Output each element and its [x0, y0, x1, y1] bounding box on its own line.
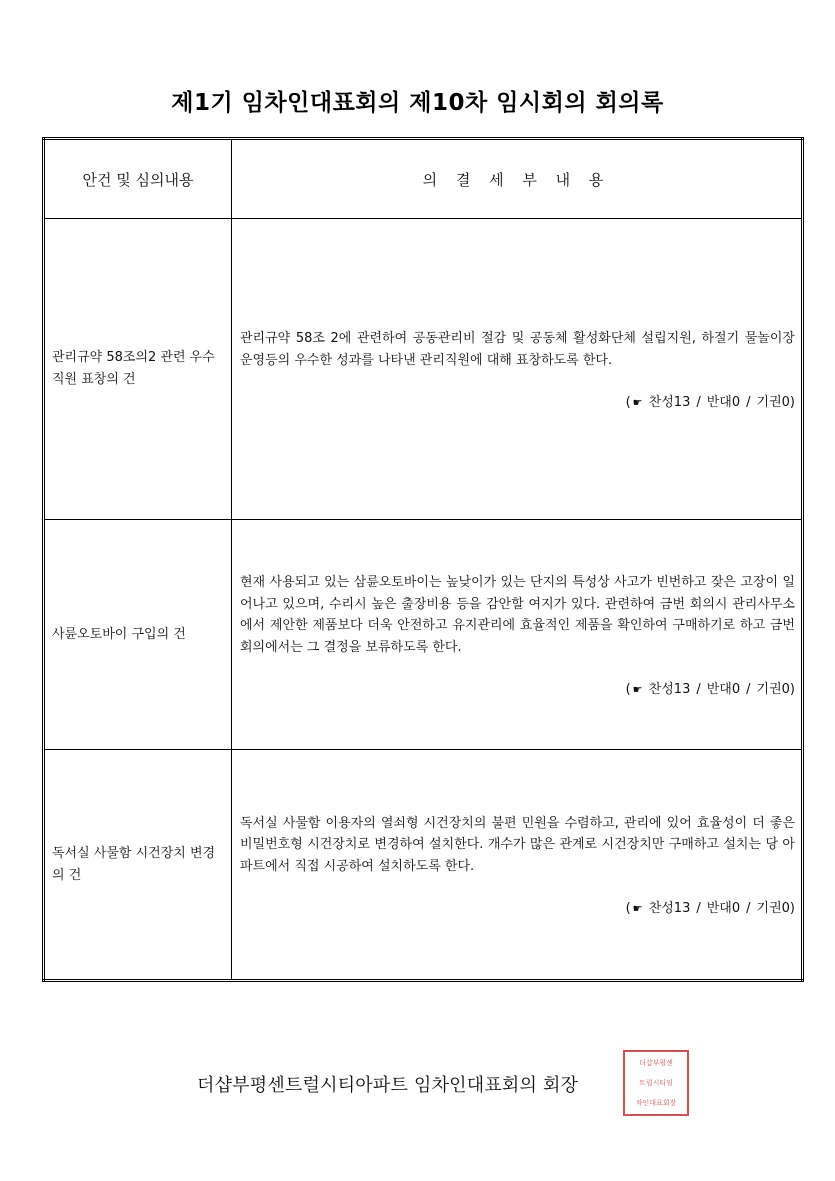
document-title: 제1기 임차인대표회의 제10차 임시회의 회의록 [171, 90, 664, 116]
vote-open: ( [625, 682, 631, 698]
vote-abstain: 기권0 [756, 901, 790, 917]
agenda-cell: 독서실 사물함 시건장치 변경의 건 [44, 750, 232, 981]
resolution-text: 현재 사용되고 있는 삼륜오토바이는 높낮이가 있는 단지의 특성상 사고가 빈번하고 잦은 고장이 일어나고 있으며, 수리시 높은 출장비용 등을 감안할 여지가 있다. 관련하여 금번 회의시 관리사무소에서 제안한 제품보다 더욱 안전하고 유지관리에 효율적인 제품을 확인하여 구매하기로 하고 금번 회의에서는 그 결정을 보류하도록 한다. [240, 575, 795, 655]
table-header-row [44, 139, 803, 219]
vote-result: ( ☛ 찬성13 / 반대0 / 기권0) [625, 901, 795, 917]
vote-abstain: 기권0 [756, 682, 790, 698]
vote-yes: 찬성13 [648, 395, 691, 411]
vote-no: 반대0 [706, 395, 741, 411]
agenda-cell: 관리규약 58조의2 관련 우수직원 표창의 건 [44, 219, 232, 520]
chairperson-signature: 더샵부평센트럴시티아파트 임차인대표회의 회장 [197, 1075, 579, 1096]
table-row [44, 520, 803, 750]
vote-result: ( ☛ 찬성13 / 반대0 / 기권0) [625, 682, 795, 698]
seal-line: 트럴시티임 [639, 1079, 673, 1087]
pointing-hand-icon: ☛ [632, 396, 643, 410]
vote-open: ( [625, 395, 631, 411]
table-row [44, 750, 803, 981]
vote-open: ( [625, 901, 631, 917]
seal-line: 더샵부평센 [639, 1059, 673, 1067]
vote-close: ) [789, 901, 795, 917]
vote-close: ) [789, 395, 795, 411]
vote-no: 반대0 [706, 682, 741, 698]
agenda-cell: 사륜오토바이 구입의 건 [44, 520, 232, 750]
vote-yes: 찬성13 [648, 682, 691, 698]
vote-result: ( ☛ 찬성13 / 반대0 / 기권0) [625, 395, 795, 411]
detail-cell [232, 520, 803, 750]
official-seal-stamp [623, 1050, 689, 1116]
pointing-hand-icon: ☛ [632, 902, 643, 916]
agenda-column-header: 안건 및 심의내용 [44, 139, 232, 219]
detail-column-header: 의 결 세 부 내 용 [232, 139, 803, 219]
pointing-hand-icon: ☛ [632, 683, 643, 697]
minutes-table [42, 137, 804, 982]
resolution-text: 관리규약 58조 2에 관련하여 공동관리비 절감 및 공동체 활성화단체 설립지원, 하절기 물놀이장 운영등의 우수한 성과를 나타낸 관리직원에 대해 표창하도록 한다. [240, 331, 795, 368]
detail-cell [232, 750, 803, 981]
resolution-text: 독서실 사물함 이용자의 열쇠형 시건장치의 불편 민원을 수렴하고, 관리에 있어 효율성이 더 좋은 비밀번호형 시건장치로 변경하여 설치한다. 개수가 많은 관계로 시건장치만 구매하고 설치는 당 아파트에서 직접 시공하여 설치하도록 한다. [240, 815, 795, 874]
vote-no: 반대0 [706, 901, 741, 917]
seal-line: 차인대표회장 [635, 1099, 677, 1107]
detail-cell [232, 219, 803, 520]
vote-yes: 찬성13 [648, 901, 691, 917]
vote-close: ) [789, 682, 795, 698]
table-row [44, 219, 803, 520]
vote-abstain: 기권0 [756, 395, 790, 411]
